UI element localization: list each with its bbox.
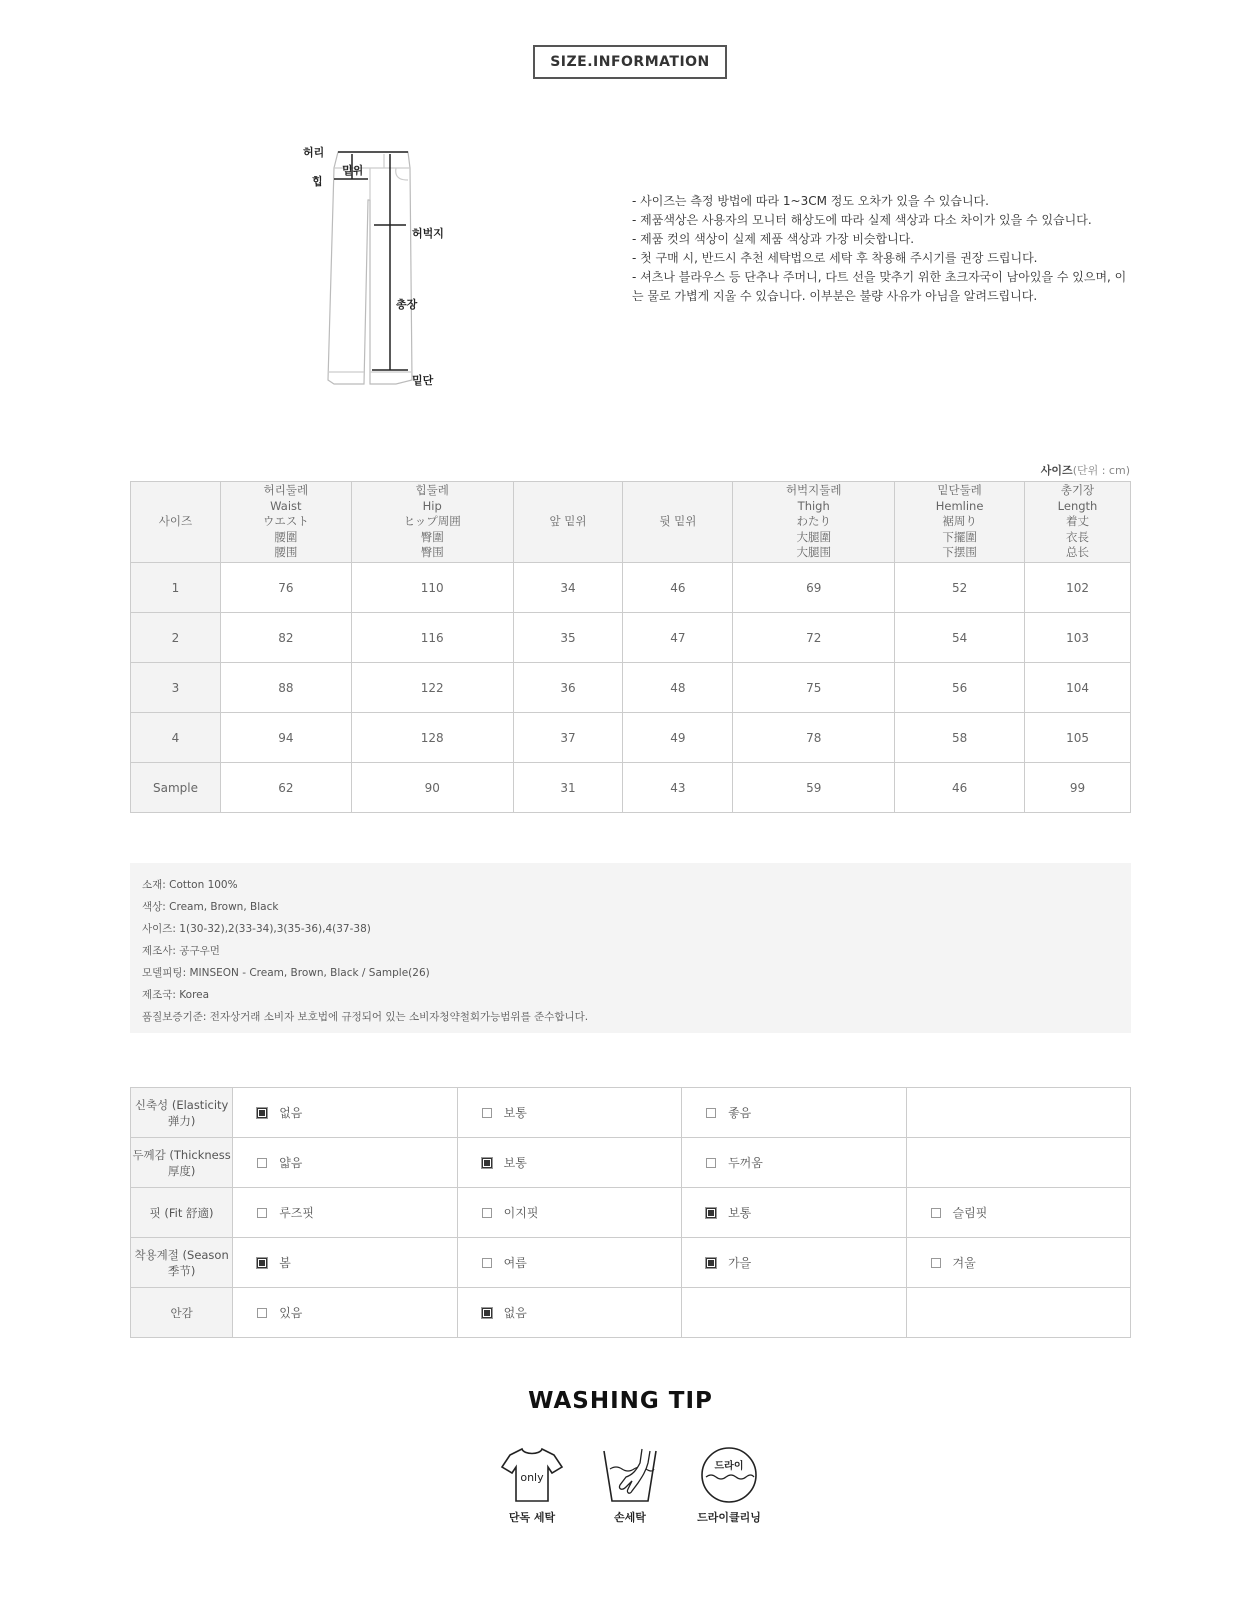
measurement-cell: 47 [623, 613, 733, 663]
measurement-cell: 128 [351, 713, 513, 763]
property-option [457, 1238, 681, 1288]
property-label: 두께감 (Thickness 厚度) [131, 1138, 233, 1188]
column-header [733, 482, 895, 563]
washing-title: WASHING TIP [528, 1388, 713, 1414]
table-row [131, 613, 1131, 663]
checkbox-empty-icon [931, 1208, 941, 1218]
header-line: Thigh [797, 498, 830, 513]
measurement-cell: 59 [733, 763, 895, 813]
table-row [131, 713, 1131, 763]
measurement-cell: 58 [895, 713, 1025, 763]
column-header [351, 482, 513, 563]
header-line: 总长 [1066, 545, 1090, 560]
measurement-cell: 94 [220, 713, 351, 763]
info-sizes: 사이즈: 1(30-32),2(33-34),3(35-36),4(37-38) [142, 923, 371, 935]
header-line: 大腿围 [796, 545, 831, 560]
note-item: - 제품색상은 사용자의 모니터 해상도에 따라 실제 색상과 다소 차이가 있을 수 있습니다. [632, 213, 1092, 227]
size-name-cell: Sample [131, 763, 221, 813]
column-header [623, 482, 733, 563]
measurement-cell: 78 [733, 713, 895, 763]
hem-label: 밑단 [412, 374, 434, 387]
info-quality: 품질보증기준: 전자상거래 소비자 보호법에 규정되어 있는 소비자청약철회가능범위를 준수합니다. [142, 1011, 589, 1023]
header-line: Waist [270, 498, 302, 513]
checkbox-empty-icon [706, 1108, 716, 1118]
property-option [233, 1238, 457, 1288]
rise-label: 밑위 [342, 164, 364, 177]
measurement-cell: 49 [623, 713, 733, 763]
wash-item-hand [585, 1445, 675, 1525]
column-header [513, 482, 623, 563]
hand-wash-icon [598, 1445, 662, 1505]
table-row [131, 563, 1131, 613]
option-label: 없음 [279, 1106, 303, 1120]
checkbox-empty-icon [257, 1208, 267, 1218]
measurement-cell: 99 [1025, 763, 1131, 813]
option-label: 보통 [503, 1156, 527, 1170]
table-row [131, 763, 1131, 813]
property-option [233, 1088, 457, 1138]
property-option [457, 1288, 681, 1338]
property-table [130, 1087, 1131, 1338]
info-colors: 색상: Cream, Brown, Black [142, 901, 279, 913]
info-origin: 제조국: Korea [142, 989, 210, 1001]
checkbox-checked-icon [706, 1258, 716, 1268]
size-name-cell: 2 [131, 613, 221, 663]
header-line: 뒷 밑위 [659, 514, 697, 529]
wash-item-dry [684, 1445, 774, 1525]
header-line: 衣長 [1066, 529, 1090, 544]
option-label: 있음 [279, 1306, 303, 1320]
property-row [131, 1138, 1131, 1188]
header-line: 臀围 [420, 545, 444, 560]
property-row [131, 1238, 1131, 1288]
option-label: 봄 [279, 1256, 291, 1270]
option-label: 이지핏 [503, 1206, 539, 1220]
option-label: 가을 [728, 1256, 752, 1270]
measurement-cell: 104 [1025, 663, 1131, 713]
checkbox-empty-icon [257, 1158, 267, 1168]
option-label: 보통 [728, 1206, 752, 1220]
measurement-cell: 88 [220, 663, 351, 713]
column-header [895, 482, 1025, 563]
page-title: SIZE.INFORMATION [533, 45, 727, 79]
header-line: 下擺圍 [942, 529, 977, 544]
header-line: 힙둘레 [415, 483, 449, 498]
option-label: 보통 [503, 1106, 527, 1120]
info-material: 소재: Cotton 100% [142, 879, 238, 891]
checkbox-empty-icon [257, 1308, 267, 1318]
column-header [220, 482, 351, 563]
option-label: 슬림핏 [952, 1206, 988, 1220]
property-row [131, 1088, 1131, 1138]
property-option [682, 1288, 906, 1338]
option-label: 두꺼움 [728, 1156, 763, 1170]
measurement-cell: 110 [351, 563, 513, 613]
measurement-cell: 56 [895, 663, 1025, 713]
property-label: 착용계절 (Season 季节) [131, 1238, 233, 1288]
measurement-cell: 62 [220, 763, 351, 813]
header-line: 大腿圍 [796, 529, 831, 544]
measurement-cell: 69 [733, 563, 895, 613]
measurement-cell: 116 [351, 613, 513, 663]
measurement-cell: 35 [513, 613, 623, 663]
header-line: 腰围 [274, 545, 298, 560]
measurement-cell: 72 [733, 613, 895, 663]
header-line: 사이즈 [158, 514, 193, 529]
property-option [457, 1138, 681, 1188]
unit-suffix: (단위 : cm) [1072, 464, 1130, 477]
unit-title: 사이즈 [1040, 464, 1073, 477]
checkbox-checked-icon [482, 1158, 492, 1168]
note-item: - 첫 구매 시, 반드시 추천 세탁법으로 세탁 후 착용해 주시기를 권장 드립니다. [632, 251, 1038, 265]
thigh-label: 허벅지 [412, 227, 444, 240]
property-option [233, 1288, 457, 1338]
checkbox-empty-icon [931, 1258, 941, 1268]
header-line: 着丈 [1066, 514, 1090, 529]
option-label: 좋음 [728, 1106, 752, 1120]
measurement-cell: 46 [895, 763, 1025, 813]
property-option [682, 1138, 906, 1188]
info-manufacturer: 제조사: 공구우먼 [142, 945, 220, 957]
length-label: 총장 [396, 298, 418, 311]
property-option [457, 1188, 681, 1238]
property-label: 안감 [131, 1288, 233, 1338]
measurement-cell: 105 [1025, 713, 1131, 763]
measurement-cell: 36 [513, 663, 623, 713]
wash-item-single [487, 1445, 577, 1525]
measurement-cell: 46 [623, 563, 733, 613]
property-option [906, 1238, 1130, 1288]
measurement-cell: 54 [895, 613, 1025, 663]
measurement-cell: 43 [623, 763, 733, 813]
header-line: ヒップ周囲 [403, 514, 461, 529]
property-label: 신축성 (Elasticity 弹力) [131, 1088, 233, 1138]
header-line: Length [1057, 498, 1098, 513]
size-name-cell: 4 [131, 713, 221, 763]
info-model-fitting: 모델피팅: MINSEON - Cream, Brown, Black / Sample(26) [142, 967, 430, 979]
measurement-cell: 48 [623, 663, 733, 713]
measurement-cell: 122 [351, 663, 513, 713]
property-option [682, 1238, 906, 1288]
measurement-cell: 103 [1025, 613, 1131, 663]
header-line: 허리둘레 [263, 483, 309, 498]
header-line: 腰圍 [274, 529, 298, 544]
option-label: 루즈핏 [279, 1206, 314, 1220]
measurement-cell: 34 [513, 563, 623, 613]
measurement-cell: 90 [351, 763, 513, 813]
option-label: 겨울 [952, 1256, 976, 1270]
option-label: 여름 [503, 1256, 527, 1270]
property-option [906, 1088, 1130, 1138]
header-line: 裾周り [942, 514, 977, 529]
property-option [906, 1288, 1130, 1338]
header-line: 臀圍 [420, 529, 444, 544]
header-line: わたり [796, 514, 831, 529]
measurement-cell: 102 [1025, 563, 1131, 613]
header-line: Hemline [935, 498, 984, 513]
size-name-cell: 1 [131, 563, 221, 613]
wash-label: 단독 세탁 [508, 1511, 556, 1524]
note-item: - 제품 컷의 색상이 실제 제품 색상과 가장 비슷합니다. [632, 232, 915, 246]
header-line: Hip [422, 498, 442, 513]
note-item: - 사이즈는 측정 방법에 따라 1~3CM 정도 오차가 있을 수 있습니다. [632, 194, 989, 208]
header-line: 下摆围 [942, 545, 977, 560]
property-option [906, 1188, 1130, 1238]
checkbox-checked-icon [706, 1208, 716, 1218]
column-header [1025, 482, 1131, 563]
pants-diagram [300, 140, 480, 410]
column-header [131, 482, 221, 563]
pants-outline-icon [300, 140, 480, 410]
header-line: ウエスト [262, 514, 309, 529]
property-label: 핏 (Fit 舒適) [131, 1188, 233, 1238]
size-table [130, 481, 1131, 813]
svg-text:드라이: 드라이 [714, 1461, 744, 1472]
property-option [906, 1138, 1130, 1188]
checkbox-empty-icon [482, 1108, 492, 1118]
property-row [131, 1188, 1131, 1238]
property-option [682, 1188, 906, 1238]
dry-clean-icon [697, 1445, 761, 1505]
wash-label: 드라이클리닝 [697, 1511, 761, 1524]
checkbox-empty-icon [482, 1258, 492, 1268]
header-line: 앞 밑위 [549, 514, 587, 529]
property-option [682, 1088, 906, 1138]
table-row [131, 663, 1131, 713]
property-option [233, 1138, 457, 1188]
property-option [233, 1188, 457, 1238]
size-notes [632, 192, 1132, 306]
size-name-cell: 3 [131, 663, 221, 713]
header-line: 총기장 [1060, 483, 1095, 498]
hip-label: 힙 [312, 175, 323, 188]
note-item: - 셔츠나 블라우스 등 단추나 주머니, 다트 선을 맞추기 위한 초크자국이 남아있을 수 있으며, 이는 물로 가볍게 지울 수 있습니다. 이부분은 불량 사유가 아님을 알려드립니다. [632, 270, 1127, 303]
property-row [131, 1288, 1131, 1338]
header-line: 밑단둘레 [937, 483, 982, 498]
checkbox-checked-icon [257, 1108, 267, 1118]
measurement-cell: 31 [513, 763, 623, 813]
header-line: 허벅지둘레 [785, 483, 842, 498]
unit-label [1041, 462, 1130, 478]
measurement-cell: 82 [220, 613, 351, 663]
wash-label: 손세탁 [614, 1511, 646, 1524]
measurement-cell: 76 [220, 563, 351, 613]
checkbox-empty-icon [482, 1208, 492, 1218]
product-info [130, 863, 1131, 1033]
svg-text:only: only [520, 1471, 544, 1484]
size-table-header-row [131, 482, 1131, 563]
checkbox-empty-icon [706, 1158, 716, 1168]
measurement-cell: 37 [513, 713, 623, 763]
tshirt-only-icon [500, 1445, 564, 1505]
checkbox-checked-icon [257, 1258, 267, 1268]
option-label: 없음 [503, 1306, 527, 1320]
checkbox-checked-icon [482, 1308, 492, 1318]
property-option [457, 1088, 681, 1138]
option-label: 얇음 [279, 1156, 303, 1170]
measurement-cell: 75 [733, 663, 895, 713]
measurement-cell: 52 [895, 563, 1025, 613]
waist-label: 허리 [303, 146, 325, 159]
